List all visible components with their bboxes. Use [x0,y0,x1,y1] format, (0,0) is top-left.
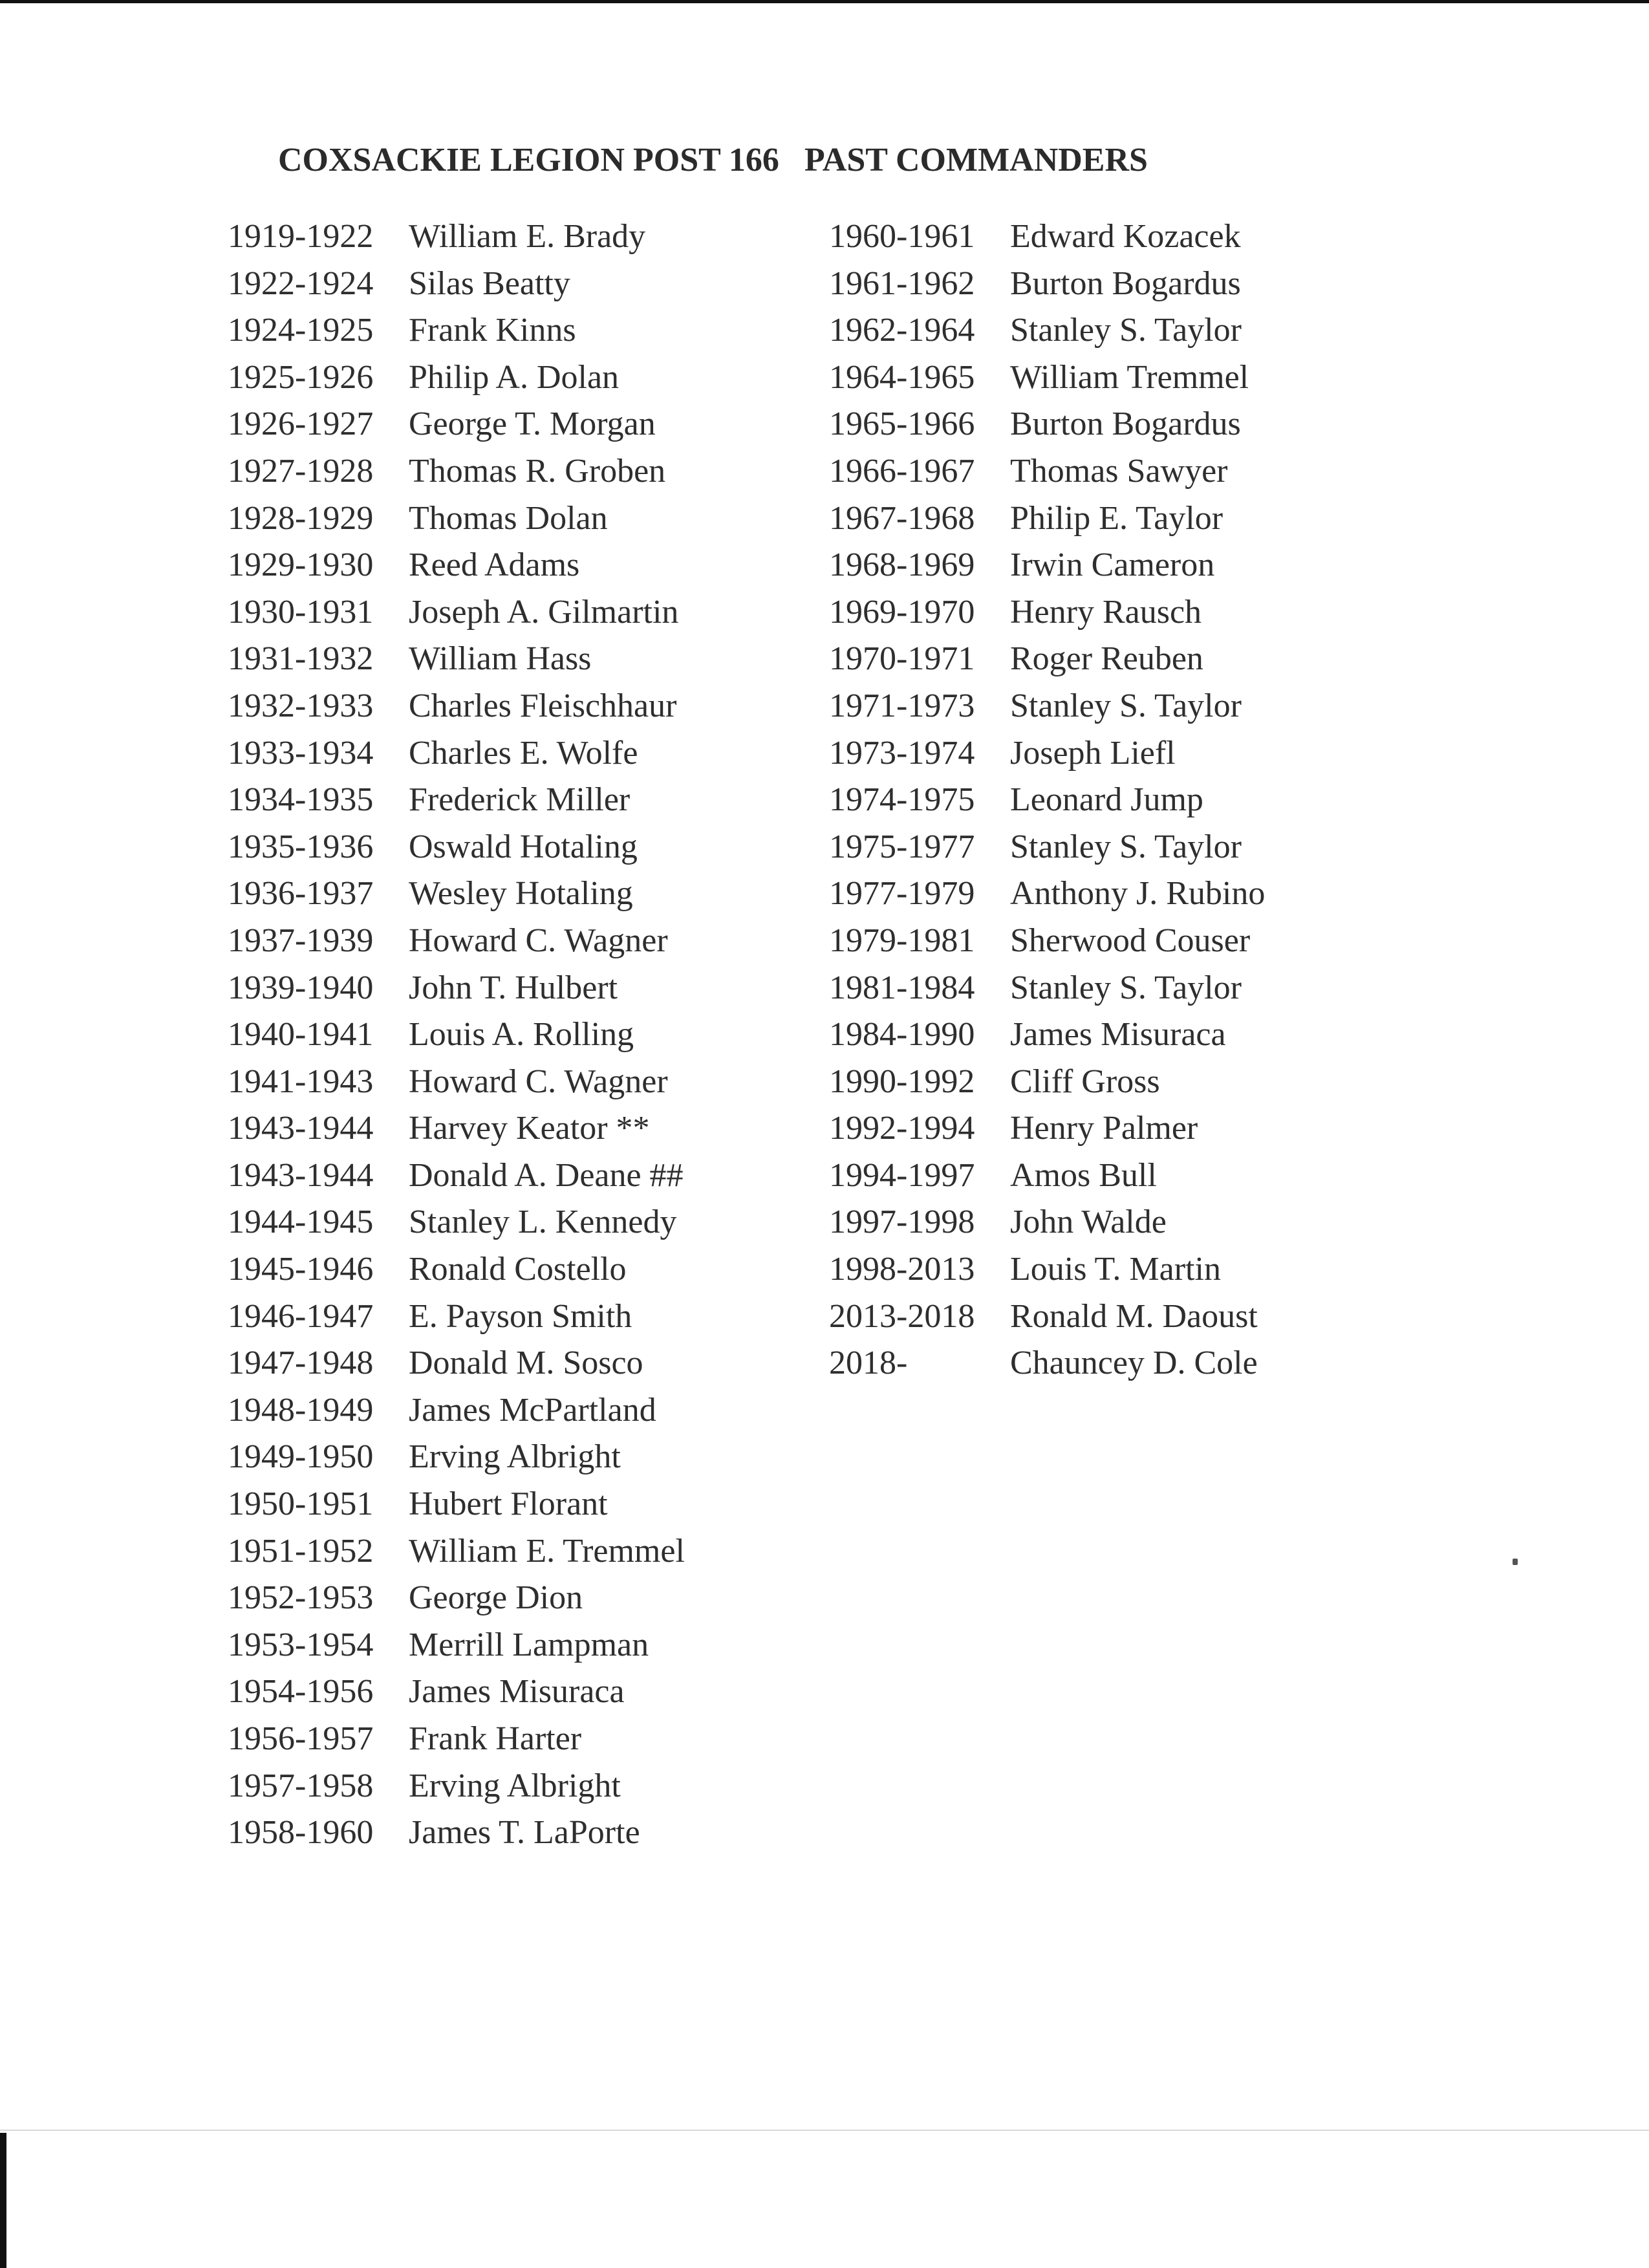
commander-row [228,307,685,354]
commander-name: Amos Bull [1010,1156,1157,1194]
term-years: 1933-1934 [228,734,374,772]
commander-row [829,730,1265,777]
term-years: 1998-2013 [829,1251,975,1288]
term-years: 1977-1979 [829,875,975,913]
commander-name: Thomas R. Groben [409,452,666,490]
term-years: 1971-1973 [829,687,975,724]
commander-name: Erving Albright [409,1438,621,1476]
term-years: 1932-1933 [228,687,374,724]
term-years: 1924-1925 [228,312,374,349]
term-years: 1922-1924 [228,265,374,302]
commander-name: Donald A. Deane ## [409,1156,684,1194]
commander-name: Sherwood Couser [1010,922,1251,959]
commander-row [829,401,1265,448]
term-years: 1940-1941 [228,1016,374,1053]
term-years: 1960-1961 [829,218,975,255]
commander-name: Henry Palmer [1010,1110,1198,1147]
term-years: 1937-1939 [228,922,374,959]
commander-name: James McPartland [409,1391,656,1429]
commander-name: Edward Kozacek [1010,218,1241,255]
commander-name: Stanley S. Taylor [1010,828,1242,865]
term-years: 1946-1947 [228,1297,374,1335]
page-title: COXSACKIE LEGION POST 166 PAST COMMANDERS [278,142,1148,178]
term-years: 1974-1975 [829,781,975,819]
commander-name: William E. Brady [409,218,646,255]
commander-name: Burton Bogardus [1010,265,1241,302]
commander-row [829,1340,1265,1387]
commander-name: Ronald Costello [409,1251,627,1288]
commander-row [829,1246,1265,1293]
commanders-column-right [829,213,1265,1387]
commander-name: Oswald Hotaling [409,828,638,865]
term-years: 1970-1971 [829,640,975,678]
commander-name: Philip E. Taylor [1010,499,1223,537]
commander-name: Harvey Keator ** [409,1110,650,1147]
commander-name: Howard C. Wagner [409,922,668,959]
term-years: 1931-1932 [228,640,374,678]
term-years: 1925-1926 [228,358,374,396]
scan-left-edge [0,2133,6,2268]
commander-row [829,542,1265,589]
term-years: 1939-1940 [228,969,374,1006]
commander-row [829,1293,1265,1341]
commander-name: Anthony J. Rubino [1010,875,1266,913]
commander-row [829,918,1265,965]
term-years: 1967-1968 [829,499,975,537]
term-years: 1992-1994 [829,1110,975,1147]
commander-name: Burton Bogardus [1010,405,1241,443]
commander-row [829,636,1265,683]
commander-row [829,448,1265,495]
commander-row [228,213,685,261]
commander-row [228,730,685,777]
commander-row [228,1434,685,1481]
commander-name: Donald M. Sosco [409,1345,643,1382]
commander-name: Chauncey D. Cole [1010,1345,1258,1382]
commander-row [228,589,685,636]
commander-row [228,777,685,824]
term-years: 1947-1948 [228,1345,374,1382]
commander-row [228,354,685,402]
commander-name: Joseph A. Gilmartin [409,593,679,631]
commander-name: James Misuraca [409,1673,625,1711]
term-years: 1949-1950 [228,1438,374,1476]
term-years: 1935-1936 [228,828,374,865]
commander-name: Howard C. Wagner [409,1063,668,1100]
commander-name: John T. Hulbert [409,969,618,1006]
term-years: 1968-1969 [829,546,975,584]
commander-row [228,1622,685,1669]
commander-row [228,1340,685,1387]
scan-speck [1513,1559,1518,1565]
term-years: 1919-1922 [228,218,374,255]
term-years: 1943-1944 [228,1110,374,1147]
commander-name: George T. Morgan [409,405,656,443]
commander-name: Irwin Cameron [1010,546,1215,584]
commander-row [228,870,685,918]
term-years: 1941-1943 [228,1063,374,1100]
scan-top-edge [0,0,1649,3]
commander-name: E. Payson Smith [409,1297,632,1335]
term-years: 1927-1928 [228,452,374,490]
commander-name: Thomas Dolan [409,499,608,537]
commander-name: Silas Beatty [409,265,570,302]
commander-name: William E. Tremmel [409,1532,685,1570]
commander-row [228,448,685,495]
commander-row [228,401,685,448]
commander-name: James Misuraca [1010,1016,1226,1053]
commander-row [228,1199,685,1246]
commander-name: Wesley Hotaling [409,875,633,913]
commander-row [228,824,685,871]
commander-row [228,1293,685,1341]
term-years: 1929-1930 [228,546,374,584]
commander-row [829,1152,1265,1200]
commander-row [228,636,685,683]
commander-name: Erving Albright [409,1767,621,1804]
term-years: 1984-1990 [829,1016,975,1053]
term-years: 1990-1992 [829,1063,975,1100]
commander-row [228,965,685,1012]
term-years: 1961-1962 [829,265,975,302]
commander-row [228,1105,685,1152]
term-years: 1957-1958 [228,1767,374,1804]
term-years: 1936-1937 [228,875,374,913]
commander-row [228,1387,685,1434]
commander-name: Stanley S. Taylor [1010,969,1242,1006]
term-years: 1948-1949 [228,1391,374,1429]
commander-name: Roger Reuben [1010,640,1203,678]
term-years: 1969-1970 [829,593,975,631]
commander-row [228,1152,685,1200]
commander-name: Philip A. Dolan [409,358,620,396]
commander-row [829,1199,1265,1246]
commander-row [228,683,685,730]
commander-name: Hubert Florant [409,1485,608,1523]
commander-name: Merrill Lampman [409,1626,649,1663]
term-years: 1928-1929 [228,499,374,537]
term-years: 1944-1945 [228,1204,374,1241]
term-years: 1934-1935 [228,781,374,819]
commander-name: Reed Adams [409,546,580,584]
commander-row [228,542,685,589]
term-years: 1952-1953 [228,1579,374,1617]
commander-row [829,589,1265,636]
scan-fold-line [0,2130,1649,2131]
term-years: 1981-1984 [829,969,975,1006]
commander-row [228,1669,685,1716]
commander-name: Frederick Miller [409,781,630,819]
term-years: 1945-1946 [228,1251,374,1288]
term-years: 1975-1977 [829,828,975,865]
commander-name: Charles Fleischhaur [409,687,677,724]
commander-row [228,1809,685,1857]
commander-name: George Dion [409,1579,583,1617]
term-years: 1954-1956 [228,1673,374,1711]
commander-row [829,1105,1265,1152]
term-years: 1979-1981 [829,922,975,959]
commander-name: Ronald M. Daoust [1010,1297,1258,1335]
commander-name: Frank Kinns [409,312,576,349]
commander-name: Louis T. Martin [1010,1251,1221,1288]
commander-name: Louis A. Rolling [409,1016,634,1053]
commander-row [829,1059,1265,1106]
commander-row [228,1716,685,1763]
term-years: 1950-1951 [228,1485,374,1523]
commander-row [228,1763,685,1810]
commander-row [829,824,1265,871]
commander-row [228,1059,685,1106]
commander-name: Stanley S. Taylor [1010,312,1242,349]
commander-row [228,261,685,308]
commander-name: James T. LaPorte [409,1814,640,1852]
commander-name: Leonard Jump [1010,781,1203,819]
commander-row [829,495,1265,543]
term-years: 1930-1931 [228,593,374,631]
commander-name: Charles E. Wolfe [409,734,638,772]
commander-row [228,1528,685,1575]
commander-name: William Tremmel [1010,358,1249,396]
term-years: 2013-2018 [829,1297,975,1335]
commander-name: Thomas Sawyer [1010,452,1228,490]
term-years: 1966-1967 [829,452,975,490]
commander-row [829,261,1265,308]
commander-name: Cliff Gross [1010,1063,1160,1100]
term-years: 1997-1998 [829,1204,975,1241]
commander-row [228,495,685,543]
commander-row [228,918,685,965]
commander-row [829,213,1265,261]
commander-name: Joseph Liefl [1010,734,1176,772]
term-years: 1962-1964 [829,312,975,349]
commander-row [228,1246,685,1293]
term-years: 1964-1965 [829,358,975,396]
term-years: 1943-1944 [228,1156,374,1194]
commander-row [829,1011,1265,1059]
commanders-column-left [228,213,685,1857]
commander-name: John Walde [1010,1204,1167,1241]
term-years: 1958-1960 [228,1814,374,1852]
term-years: 1973-1974 [829,734,975,772]
term-years: 1956-1957 [228,1720,374,1757]
commander-row [829,777,1265,824]
term-years: 1953-1954 [228,1626,374,1663]
term-years: 1926-1927 [228,405,374,443]
term-years: 2018- [829,1345,908,1382]
commander-name: Stanley S. Taylor [1010,687,1242,724]
commander-row [228,1481,685,1528]
commander-row [228,1011,685,1059]
commander-row [228,1575,685,1622]
commander-row [829,870,1265,918]
commander-name: Henry Rausch [1010,593,1202,631]
term-years: 1965-1966 [829,405,975,443]
commander-name: Stanley L. Kennedy [409,1204,677,1241]
term-years: 1994-1997 [829,1156,975,1194]
term-years: 1951-1952 [228,1532,374,1570]
commander-row [829,307,1265,354]
commander-name: William Hass [409,640,592,678]
commander-row [829,965,1265,1012]
commander-row [829,354,1265,402]
commander-name: Frank Harter [409,1720,582,1757]
commander-row [829,683,1265,730]
